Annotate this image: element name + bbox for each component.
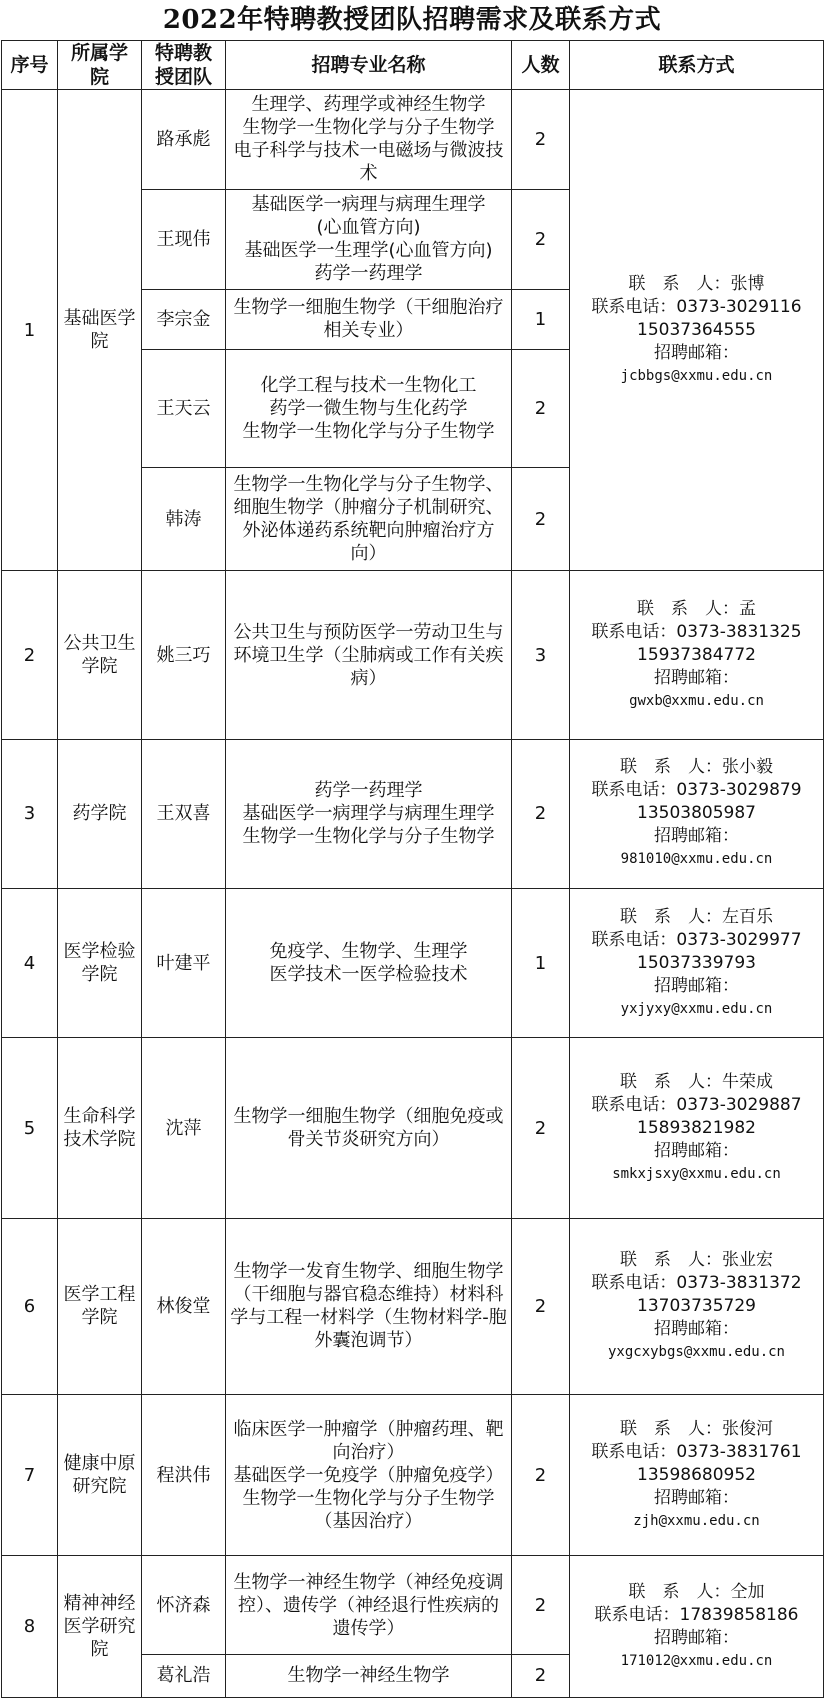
contact-person: 联 系 人：张小毅 <box>620 757 773 778</box>
team-cell: 路承彪 <box>142 90 226 190</box>
contact-mobile: 15037364555 <box>637 319 756 340</box>
header-college: 所属学院 <box>58 41 142 90</box>
team-cell: 怀济森 <box>142 1556 226 1655</box>
team-cell: 姚三巧 <box>142 571 226 740</box>
major-cell <box>226 90 512 190</box>
major-text: 免疫学、生物学、生理学 医学技术一医学检验技术 <box>269 941 468 986</box>
contact-email: yxgcxybgs@xxmu.edu.cn <box>607 1343 785 1360</box>
major-cell <box>226 1654 512 1697</box>
contact-cell <box>570 889 824 1038</box>
major-cell <box>226 289 512 349</box>
team-cell: 葛礼浩 <box>142 1654 226 1697</box>
count-cell: 1 <box>512 289 570 349</box>
contact-phone: 联系电话：0373-3029977 <box>591 929 802 950</box>
college-cell: 生命科学技术学院 <box>58 1038 142 1218</box>
major-cell <box>226 1395 512 1556</box>
major-cell <box>226 189 512 289</box>
count-cell: 2 <box>512 189 570 289</box>
college-cell: 药学院 <box>58 739 142 888</box>
major-cell <box>226 349 512 467</box>
major-text: 生物学一发育生物学、细胞生物学（干细胞与器官稳态维持）材料科学与工程一材料学（生物材料学-胞外囊泡调节） <box>230 1261 507 1352</box>
count-cell: 2 <box>512 90 570 190</box>
team-cell: 王现伟 <box>142 189 226 289</box>
contact-cell <box>570 1218 824 1394</box>
contact-person: 联 系 人：张业宏 <box>620 1249 773 1270</box>
team-cell: 沈萍 <box>142 1038 226 1218</box>
contact-person: 联 系 人：仝加 <box>628 1581 765 1602</box>
contact-mobile: 13703735729 <box>637 1295 756 1316</box>
major-text: 化学工程与技术一生物化工 药学一微生物与生化药学 生物学一生物化学与分子生物学 <box>242 375 495 442</box>
team-cell: 林俊堂 <box>142 1218 226 1394</box>
team-cell: 叶建平 <box>142 889 226 1038</box>
count-cell: 2 <box>512 739 570 888</box>
major-text: 生物学一细胞生物学（细胞免疫或骨关节炎研究方向） <box>233 1106 504 1151</box>
major-cell <box>226 571 512 740</box>
team-cell: 王天云 <box>142 349 226 467</box>
contact-email: smkxjsxy@xxmu.edu.cn <box>612 1165 781 1182</box>
page-title: 2022年特聘教授团队招聘需求及联系方式 <box>162 5 662 35</box>
table-row <box>2 1556 824 1655</box>
recruitment-table <box>1 40 824 1698</box>
seq-cell: 7 <box>2 1395 58 1556</box>
college-cell: 基础医学院 <box>58 90 142 571</box>
major-text: 药学一药理学 基础医学一病理学与病理生理学 生物学一生物化学与分子生物学 <box>242 780 495 848</box>
contact-phone: 联系电话：0373-3831325 <box>591 621 802 642</box>
contact-mobile: 15037339793 <box>637 952 756 973</box>
header-count: 人数 <box>512 41 570 90</box>
seq-cell: 4 <box>2 889 58 1038</box>
team-cell: 韩涛 <box>142 468 226 571</box>
contact-email: zjh@xxmu.edu.cn <box>633 1512 760 1529</box>
contact-email: jcbbgs@xxmu.edu.cn <box>620 367 773 384</box>
count-cell: 2 <box>512 349 570 467</box>
contact-email-label: 招聘邮箱： <box>654 1140 739 1161</box>
major-text: 生物学一神经生物学 <box>287 1665 450 1687</box>
major-cell <box>226 1218 512 1394</box>
table-row <box>2 1218 824 1394</box>
table-row <box>2 1395 824 1556</box>
contact-email: yxjyxy@xxmu.edu.cn <box>620 1000 773 1017</box>
team-cell: 王双喜 <box>142 739 226 888</box>
contact-person: 联 系 人：孟 <box>637 598 756 619</box>
major-cell <box>226 468 512 571</box>
table-row <box>2 889 824 1038</box>
count-cell: 2 <box>512 1654 570 1697</box>
header-row <box>2 41 824 90</box>
contact-cell <box>570 1556 824 1698</box>
contact-email: 981010@xxmu.edu.cn <box>620 851 773 868</box>
seq-cell: 3 <box>2 739 58 888</box>
major-cell <box>226 739 512 888</box>
count-cell: 2 <box>512 1218 570 1394</box>
major-cell <box>226 889 512 1038</box>
major-text: 生物学一细胞生物学（干细胞治疗相关专业） <box>233 297 504 342</box>
contact-cell <box>570 90 824 571</box>
major-cell <box>226 1038 512 1218</box>
contact-email: 171012@xxmu.edu.cn <box>620 1652 773 1669</box>
contact-email-label: 招聘邮箱： <box>654 342 739 363</box>
major-cell <box>226 1556 512 1655</box>
contact-email-label: 招聘邮箱： <box>654 1318 739 1339</box>
contact-cell <box>570 739 824 888</box>
major-text: 生物学一生物化学与分子生物学、细胞生物学（肿瘤分子机制研究、外泌体递药系统靶向肿瘤治疗方向） <box>233 474 504 565</box>
contact-email-label: 招聘邮箱： <box>654 667 739 688</box>
seq-cell: 2 <box>2 571 58 740</box>
major-text: 生物学一神经生物学（神经免疫调控）、遗传学（神经退行性疾病的遗传学） <box>233 1571 504 1639</box>
college-cell: 医学检验学院 <box>58 889 142 1038</box>
header-contact: 联系方式 <box>570 41 824 90</box>
contact-email-label: 招聘邮箱： <box>654 1627 739 1648</box>
team-cell: 程洪伟 <box>142 1395 226 1556</box>
count-cell: 1 <box>512 889 570 1038</box>
seq-cell: 8 <box>2 1556 58 1698</box>
contact-phone: 联系电话：0373-3831372 <box>591 1272 802 1293</box>
college-cell: 医学工程学院 <box>58 1218 142 1394</box>
contact-cell <box>570 571 824 740</box>
contact-phone: 联系电话：0373-3831761 <box>591 1441 802 1462</box>
contact-cell <box>570 1038 824 1218</box>
count-cell: 2 <box>512 1556 570 1655</box>
seq-cell: 5 <box>2 1038 58 1218</box>
contact-email-label: 招聘邮箱： <box>654 975 739 996</box>
contact-person: 联 系 人：张俊河 <box>620 1418 773 1439</box>
contact-person: 联 系 人：左百乐 <box>620 906 773 927</box>
header-major: 招聘专业名称 <box>226 41 512 90</box>
team-cell: 李宗金 <box>142 289 226 349</box>
header-team: 特聘教授团队 <box>142 41 226 90</box>
contact-person: 联 系 人：张博 <box>628 273 765 294</box>
seq-cell: 1 <box>2 90 58 571</box>
contact-person: 联 系 人：牛荣成 <box>620 1071 773 1092</box>
contact-phone: 联系电话：0373-3029887 <box>591 1094 802 1115</box>
major-text: 基础医学一病理与病理生理学 (心血管方向) 基础医学一生理学(心血管方向) 药学一药理学 <box>244 194 493 285</box>
contact-mobile: 15937384772 <box>637 644 756 665</box>
count-cell: 2 <box>512 1038 570 1218</box>
contact-mobile: 13598680952 <box>637 1464 756 1485</box>
table-row <box>2 739 824 888</box>
count-cell: 3 <box>512 571 570 740</box>
table-row <box>2 1038 824 1218</box>
header-seq: 序号 <box>2 41 58 90</box>
contact-email-label: 招聘邮箱： <box>654 826 739 847</box>
college-cell: 公共卫生学院 <box>58 571 142 740</box>
college-cell: 健康中原研究院 <box>58 1395 142 1556</box>
contact-mobile: 15893821982 <box>637 1117 756 1138</box>
contact-phone: 联系电话：0373-3029879 <box>591 780 802 801</box>
contact-email: gwxb@xxmu.edu.cn <box>629 692 764 709</box>
count-cell: 2 <box>512 468 570 571</box>
table-body <box>2 90 824 1698</box>
contact-phone: 联系电话：17839858186 <box>594 1604 799 1625</box>
contact-mobile: 13503805987 <box>637 803 756 824</box>
contact-phone: 联系电话：0373-3029116 <box>591 296 802 317</box>
contact-email-label: 招聘邮箱： <box>654 1487 739 1508</box>
contact-cell <box>570 1395 824 1556</box>
table-row <box>2 571 824 740</box>
major-text: 临床医学一肿瘤学（肿瘤药理、靶向治疗） 基础医学一免疫学（肿瘤免疫学） 生物学一生物化学与分子生物学（基因治疗） <box>233 1418 504 1532</box>
college-cell: 精神神经医学研究院 <box>58 1556 142 1698</box>
seq-cell: 6 <box>2 1218 58 1394</box>
major-text: 公共卫生与预防医学一劳动卫生与环境卫生学（尘肺病或工作有关疾病） <box>233 621 504 689</box>
table-row <box>2 90 824 190</box>
count-cell: 2 <box>512 1395 570 1556</box>
major-text: 生理学、药理学或神经生物学 生物学一生物化学与分子生物学 电子科学与技术一电磁场与微波技术 <box>233 94 504 185</box>
